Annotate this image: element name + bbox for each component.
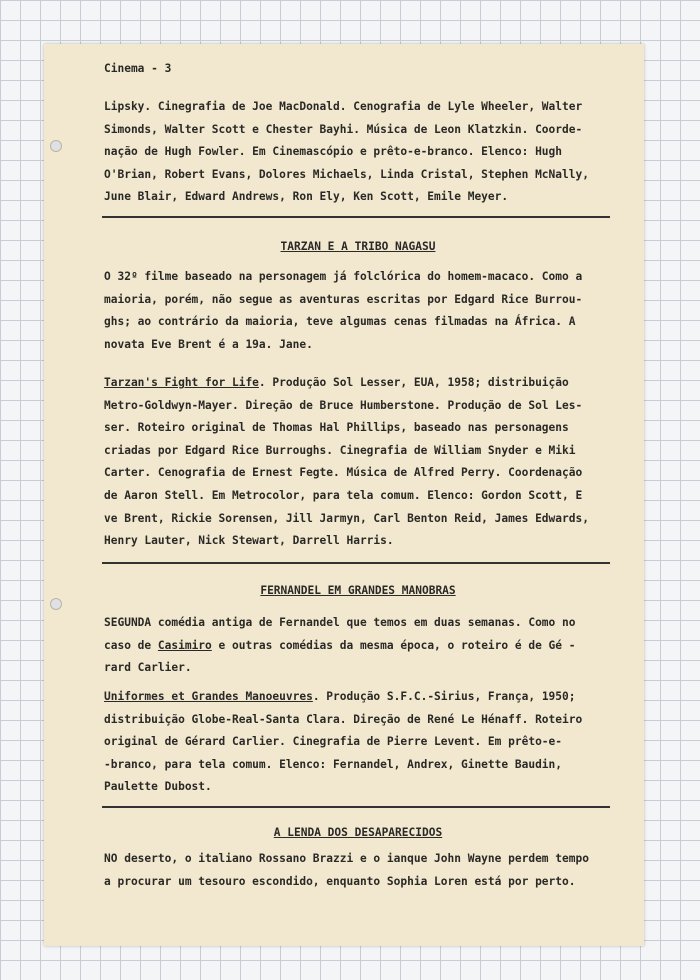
- text-line: rard Carlier.: [104, 661, 192, 675]
- film-title: Uniformes et Grandes Manoeuvres: [104, 690, 313, 703]
- divider: [102, 806, 610, 808]
- section1-credits: [104, 372, 624, 553]
- punch-hole: [50, 598, 62, 610]
- text-line: de Aaron Stell. Em Metrocolor, para tela comum. Elenco: Gordon Scott, E: [104, 488, 583, 502]
- text-line: nação de Hugh Fowler. Em Cinemascópio e prêto-e-branco. Elenco: Hugh: [104, 145, 563, 159]
- text-line: ve Brent, Rickie Sorensen, Jill Jarmyn, Carl Benton Reid, James Edwards,: [104, 511, 589, 525]
- text-fragment: e outras comédias da mesma época, o roteiro é de Gé -: [211, 638, 576, 652]
- text-line: SEGUNDA comédia antiga de Fernandel que temos em duas semanas. Como no: [104, 616, 576, 629]
- section2-intro: [104, 612, 624, 680]
- text-line: ser. Roteiro original de Thomas Hal Phillips, baseado nas personagens: [104, 421, 569, 435]
- text-line: ghs; ao contrário da maioria, teve algumas cenas filmadas na África. A: [104, 315, 576, 329]
- typewritten-page: [44, 44, 644, 946]
- text-fragment: . Produção S.F.C.-Sirius, França, 1950;: [312, 690, 576, 703]
- section-heading: TARZAN E A TRIBO NAGASU: [280, 240, 436, 253]
- text-fragment: . Produção Sol Lesser, EUA, 1958; distribuição: [258, 376, 569, 389]
- section-heading: FERNANDEL EM GRANDES MANOBRAS: [260, 584, 456, 597]
- text-line: [104, 372, 624, 395]
- header-text: Cinema - 3: [104, 62, 172, 75]
- page-header: [104, 58, 624, 81]
- text-line: NO deserto, o italiano Rossano Brazzi e o ianque John Wayne perdem tempo: [104, 852, 589, 865]
- divider: [102, 562, 610, 564]
- text-line: original de Gérard Carlier. Cinegrafia de Pierre Levent. Em prêto-e-: [104, 735, 563, 749]
- text-line: distribuição Globe-Real-Santa Clara. Direção de René Le Hénaff. Roteiro: [104, 712, 583, 726]
- text-line: maioria, porém, não segue as aventuras escritas por Edgard Rice Burrou-: [104, 292, 583, 306]
- section-heading: A LENDA DOS DESAPARECIDOS: [273, 826, 443, 839]
- text-line: Simonds, Walter Scott e Chester Bayhi. Música de Leon Klatzkin. Coorde-: [104, 122, 583, 136]
- section2-credits: [104, 686, 624, 799]
- divider: [102, 216, 610, 218]
- punch-hole: [50, 140, 62, 152]
- text-line: criadas por Edgard Rice Burroughs. Cinegrafia de William Snyder e Miki: [104, 443, 576, 457]
- text-fragment: caso de: [104, 638, 158, 652]
- text-line: [104, 686, 624, 709]
- text-line: Paulette Dubost.: [104, 780, 212, 794]
- text-line: O 32º filme baseado na personagem já folclórica do homem-macaco. Como a: [104, 270, 583, 283]
- text-line: June Blair, Edward Andrews, Ron Ely, Ken Scott, Emile Meyer.: [104, 190, 509, 204]
- text-line: Henry Lauter, Nick Stewart, Darrell Harris.: [104, 534, 394, 548]
- text-line: Lipsky. Cinegrafia de Joe MacDonald. Cenografia de Lyle Wheeler, Walter: [104, 100, 583, 113]
- block1-paragraph: [104, 96, 624, 209]
- text-line: [104, 635, 624, 658]
- text-line: Carter. Cenografia de Ernest Fegte. Música de Alfred Perry. Coordenação: [104, 466, 583, 480]
- text-line: Metro-Goldwyn-Mayer. Direção de Bruce Humberstone. Produção de Sol Les-: [104, 398, 583, 412]
- text-line: -branco, para tela comum. Elenco: Fernandel, Andrex, Ginette Baudin,: [104, 757, 563, 771]
- text-line: O'Brian, Robert Evans, Dolores Michaels, Linda Cristal, Stephen McNally,: [104, 167, 589, 181]
- text-line: a procurar um tesouro escondido, enquanto Sophia Loren está por perto.: [104, 874, 576, 888]
- film-title: Tarzan's Fight for Life: [104, 376, 259, 389]
- film-title: Casimiro: [157, 638, 212, 652]
- section1-intro: [104, 266, 624, 356]
- text-line: novata Eve Brent é a 19a. Jane.: [104, 337, 313, 351]
- section3-intro: [104, 848, 624, 893]
